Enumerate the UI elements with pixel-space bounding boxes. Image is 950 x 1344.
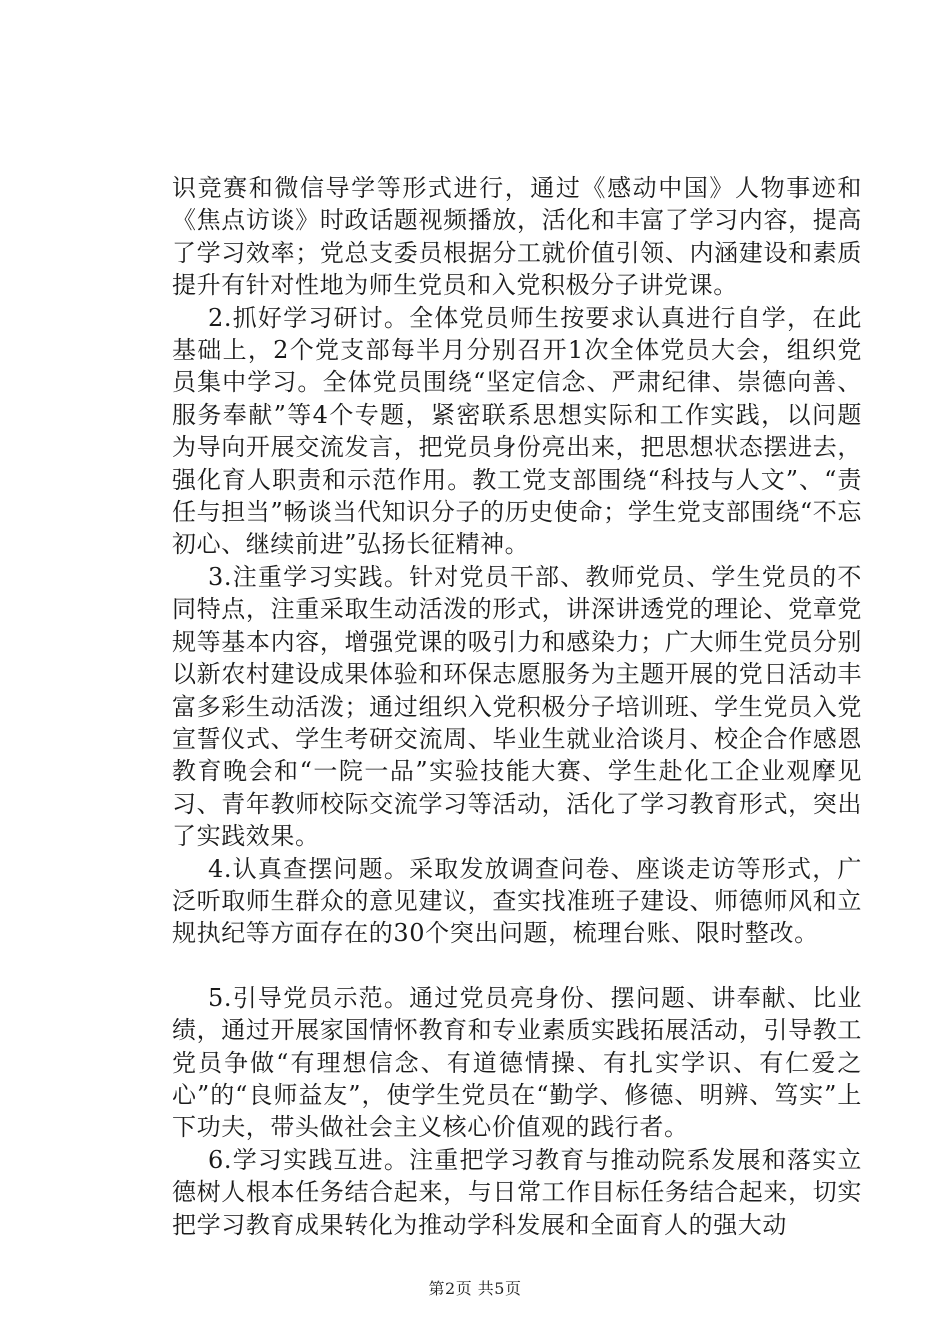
paragraph-item-3: 3.注重学习实践。针对党员干部、教师党员、学生党员的不同特点，注重采取生动活泼的形式，讲深讲透党的理论、党章党规等基本内容，增强党课的吸引力和感染力；广大师生党员分别以新农村建设成果体验和环保志愿服务为主题开展的党日活动丰富多彩生动活泼；通过组织入党积极分子培训班、学生党员入党宣誓仪式、学生考研交流周、毕业生就业洽谈月、校企合作感恩教育晚会和“一院一品”实验技能大赛、学生赴化工企业观摩见习、青年教师校际交流学习等活动，活化了学习教育形式，突出了实践效果。 xyxy=(172,562,862,851)
paragraph-item-5: 5.引导党员示范。通过党员亮身份、摆问题、讲奉献、比业绩，通过开展家国情怀教育和专业素质实践拓展活动，引导教工党员争做“有理想信念、有道德情操、有扎实学识、有仁爱之心”的“良师益友”，使学生党员在“勤学、修德、明辨、笃实”上下功夫，带头做社会主义核心价值观的践行者。 xyxy=(172,983,862,1142)
paragraph-item-4: 4.认真查摆问题。采取发放调查问卷、座谈走访等形式，广泛听取师生群众的意见建议，查实找准班子建设、师德师风和立规执纪等方面存在的30个突出问题，梳理台账、限时整改。 xyxy=(172,854,862,948)
paragraph-gap xyxy=(172,950,862,982)
page-footer: 第2页 共5页 xyxy=(428,1279,522,1298)
document-body xyxy=(172,172,862,1241)
paragraph-item-2: 2.抓好学习研讨。全体党员师生按要求认真进行自学，在此基础上，2个党支部每半月分别召开1次全体党员大会，组织党员集中学习。全体党员围绕“坚定信念、严肃纪律、崇德向善、服务奉献”等4个专题，紧密联系思想实际和工作实践，以问题为导向开展交流发言，把党员身份亮出来，把思想状态摆进去，强化育人职责和示范作用。教工党支部围绕“科技与人文”、“责任与担当”畅谈当代知识分子的历史使命；学生党支部围绕“不忘初心、继续前进”弘扬长征精神。 xyxy=(172,303,862,559)
paragraph-continuation: 识竞赛和微信导学等形式进行，通过《感动中国》人物事迹和《焦点访谈》时政话题视频播放，活化和丰富了学习内容，提高了学习效率；党总支委员根据分工就价值引领、内涵建设和素质提升有针对性地为师生党员和入党积极分子讲党课。 xyxy=(172,174,862,300)
paragraph-item-6: 6.学习实践互进。注重把学习教育与推动院系发展和落实立德树人根本任务结合起来，与日常工作目标任务结合起来，切实把学习教育成果转化为推动学科发展和全面育人的强大动 xyxy=(172,1145,862,1239)
